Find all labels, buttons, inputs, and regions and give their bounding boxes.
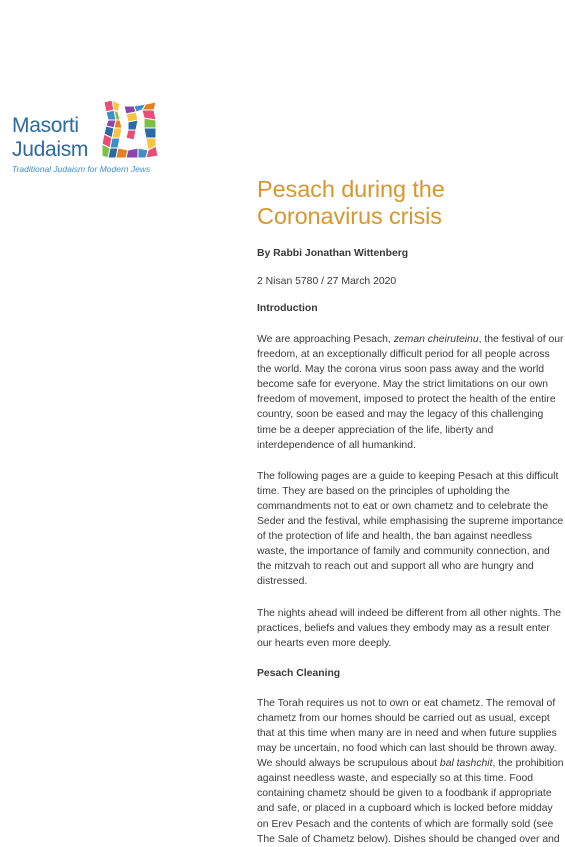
text-line: become safe for everyone. May the strict limitations on our own: [257, 379, 549, 391]
text-line: and safe, or placed in a cupboard which is locked before midday: [257, 803, 553, 815]
text-line: may be uncertain, no food which can last should be thrown away.: [257, 743, 557, 755]
text-line: freedom, at an exceptionally difficult period for all people across: [257, 349, 550, 361]
text-line: the mitzvah to reach out and support all who are hungry and: [257, 561, 534, 573]
title-line-1: Pesach during the: [257, 176, 445, 202]
text-line: The Torah requires us not to own or eat chametz. The removal of: [257, 697, 556, 709]
text-line: waste, the importance of family and community connection, and: [257, 546, 550, 558]
title-line-2: Coronavirus crisis: [257, 203, 442, 229]
text-line: interdependence of all humankind.: [257, 439, 416, 451]
text-line: the world. May the corona virus soon pass away and the world: [257, 364, 545, 376]
text-line: The Sale of Chametz below). Dishes should be changed over and: [257, 833, 560, 845]
text-line: of the protection of life and health, the ban against needless: [257, 531, 532, 543]
text-line: distressed.: [257, 576, 308, 588]
text-line: We should always be scrupulous about bal tashchit, the prohibition: [257, 758, 564, 770]
text-line: time be a deeper appreciation of the life, liberty and: [257, 424, 494, 436]
text-line: freedom of movement, imposed to protect the health of the entire: [257, 394, 556, 406]
paragraph-cleaning-1: [257, 696, 564, 847]
text-line: We are approaching Pesach, zeman cheiruteinu, the festival of our: [257, 334, 564, 345]
mosaic-letter-icon: [98, 98, 164, 162]
text-line: Seder and the festival, while emphasising the supreme importance: [257, 516, 564, 528]
text-line: that at this time when many are in need and when future supplies: [257, 727, 557, 739]
logo-tagline: Traditional Judaism for Modern Jews: [12, 164, 151, 174]
emphasis-zeman-cheiruteinu: zeman cheiruteinu: [393, 334, 479, 345]
publication-date: 2 Nisan 5780 / 27 March 2020: [257, 276, 397, 287]
text-line: our hearts even more deeply.: [257, 637, 392, 649]
text-line: containing chametz should be given to a foodbank if appropriate: [257, 788, 552, 800]
text-line: time. They are based on the principles of upholding the: [257, 485, 510, 497]
text-line: against needless waste, and especially so at this time. Food: [257, 773, 534, 785]
text-line: The following pages are a guide to keeping Pesach at this difficult: [257, 470, 559, 482]
paragraph-intro-2: [257, 469, 564, 590]
text-line: commandments not to eat or own chametz and to celebrate the: [257, 500, 549, 512]
text-line: on Erev Pesach and the contents of which are formally sold (see: [257, 818, 554, 830]
text-line: The nights ahead will indeed be different from all other nights. The: [257, 607, 562, 619]
logo-line-masorti: Masorti: [12, 114, 79, 137]
paragraph-intro-3: [257, 606, 562, 651]
section-heading-introduction: Introduction: [257, 303, 318, 314]
emphasis-bal-tashchit: bal tashchit: [439, 758, 493, 770]
article: [257, 176, 564, 847]
text-line: practices, beliefs and values they embody may as a result enter: [257, 622, 550, 634]
text-line: country, soon be eased and may the legacy of this challenging: [257, 409, 544, 421]
paragraph-intro-1: [257, 332, 564, 453]
byline: By Rabbi Jonathan Wittenberg: [257, 248, 409, 259]
logo-line-judaism: Judaism: [12, 138, 89, 161]
text-line: chametz from our homes should be carried out as usual, except: [257, 712, 550, 724]
masorti-logo: [12, 96, 212, 180]
section-heading-pesach-cleaning: Pesach Cleaning: [257, 667, 341, 679]
article-title: [257, 176, 557, 230]
